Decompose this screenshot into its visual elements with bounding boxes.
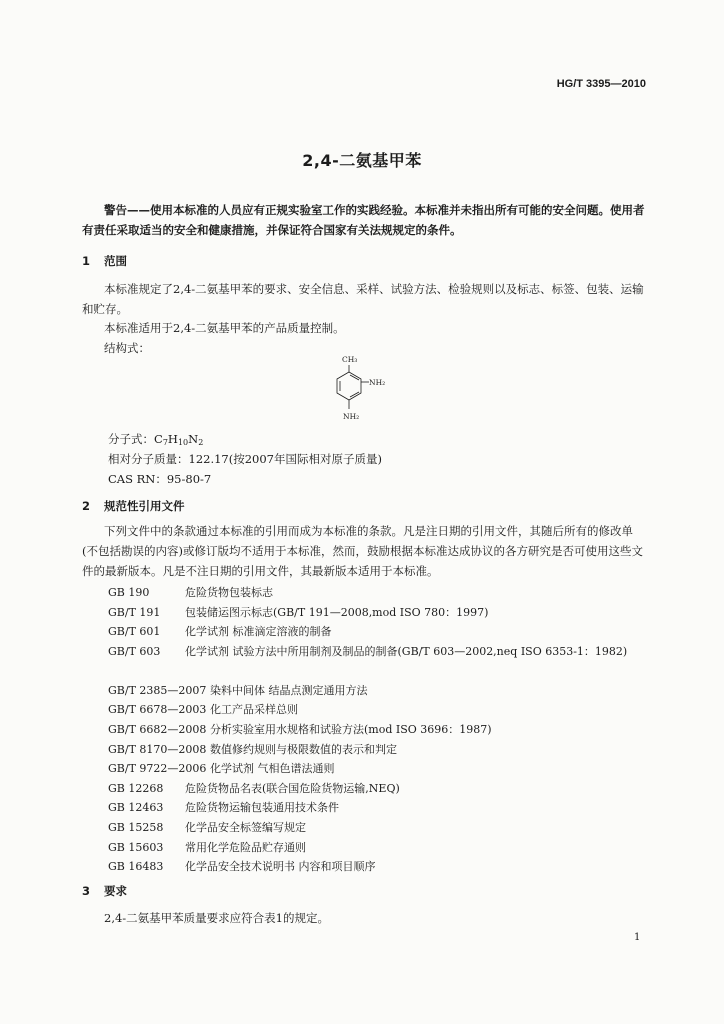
scope-applicability: 本标准适用于2,4-二氨基甲苯的产品质量控制。 [104,321,345,335]
formula-element: N [188,432,199,446]
amino-group-label: NH₂ [343,412,360,421]
formula-element: H [167,432,178,446]
structure-label: 结构式： [104,341,150,355]
section-2-heading [82,498,185,514]
reference-item [82,779,652,799]
formula-element: C [154,432,163,446]
reference-item [82,838,652,858]
standard-code: HG/T 3395—2010 [556,78,646,90]
reference-code: GB 12268 [108,781,164,795]
reference-code: GB/T 2385—2007 [108,683,207,697]
reference-code: GB/T 9722—2006 [108,762,207,776]
reference-item [82,622,652,642]
benzene-ring [337,372,361,400]
reference-title: 染料中间体 结晶点测定通用方法 [210,683,368,697]
section-number: 2 [82,499,91,513]
reference-code: GB/T 6678—2003 [108,703,207,717]
reference-item [82,759,652,779]
reference-code: GB 12463 [108,801,164,815]
warning-text: 警告——使用本标准的人员应有正规实验室工作的实践经验。本标准并未指出所有可能的安全问题。使用者有责任采取适当的安全和健康措施，并保证符合国家有关法规规定的条件。 [82,203,645,237]
reference-item [82,681,652,701]
normative-intro: 下列文件中的条款通过本标准的引用而成为本标准的条款。凡是注日期的引用文件，其随后所有的修改单(不包括勘误的内容)或修订版均不适用于本标准，然而，鼓励根据本标准达成协议的各方研究是否可使用这些文件的最新版本。凡是不注日期的引用文件，其最新版本适用于本标准。 [82,524,643,578]
reference-title: 数值修约规则与极限数值的表示和判定 [210,742,397,756]
amino-group-label: NH₂ [369,378,386,387]
reference-item [82,583,652,603]
formula-subscript: 7 [162,438,168,447]
reference-item [82,818,652,838]
molecular-mass: 相对分子质量：122.17(按2007年国际相对原子质量) [108,452,382,466]
reference-title: 化学试剂 试验方法中所用制剂及制品的制备(GB/T 603—2002,neq ISO 6353-1：1982) [185,644,628,658]
reference-code: GB 15258 [108,820,164,834]
structural-formula [328,353,398,425]
reference-title: 化学品安全技术说明书 内容和项目顺序 [185,860,376,874]
reference-item [82,740,652,760]
reference-title: 化学试剂 标准滴定溶液的制备 [185,625,332,639]
reference-item [82,642,652,681]
section-title: 规范性引用文件 [104,499,185,513]
reference-title: 分析实验室用水规格和试验方法(mod ISO 3696：1987) [210,722,492,736]
reference-title: 危险货物包装标志 [185,586,273,599]
reference-code: GB/T 8170—2008 [108,742,207,756]
reference-list [82,583,652,877]
reference-code: GB 190 [108,586,150,599]
reference-item [82,700,652,720]
cas-number: CAS RN：95-80-7 [108,472,212,486]
molecular-formula [108,431,203,447]
requirements-text: 2,4-二氨基甲苯质量要求应符合表1的规定。 [104,911,329,925]
page-number: 1 [634,932,641,943]
reference-title: 包装储运图示标志(GB/T 191—2008,mod ISO 780：1997) [185,605,489,619]
reference-title: 常用化学危险品贮存通则 [185,840,306,854]
reference-item [82,603,652,623]
reference-code: GB/T 601 [108,625,161,639]
reference-code: GB/T 191 [108,605,161,619]
section-1-heading [82,253,127,269]
reference-title: 危险货物运输包装通用技术条件 [185,801,339,815]
formula-subscript: 10 [177,438,189,447]
reference-code: GB 16483 [108,860,164,874]
reference-code: GB 15603 [108,840,164,854]
reference-item [82,798,652,818]
section-number: 1 [82,254,91,268]
scope-paragraph: 本标准规定了2,4-二氨基甲苯的要求、安全信息、采样、试验方法、检验规则以及标志、标签、包装、运输和贮存。 [82,282,644,316]
section-number: 3 [82,884,91,898]
formula-subscript: 2 [198,438,204,447]
reference-code: GB/T 603 [108,644,161,658]
section-3-heading [82,883,127,899]
reference-title: 化学品安全标签编写规定 [185,820,306,834]
reference-item [82,857,652,877]
formula-label: 分子式： [108,432,154,446]
reference-code: GB/T 6682—2008 [108,722,207,736]
reference-item [82,720,652,740]
section-title: 范围 [104,254,127,268]
reference-title: 化学试剂 气相色谱法通则 [210,762,335,776]
reference-title: 危险货物品名表(联合国危险货物运输,NEQ) [185,781,400,795]
methyl-group-label: CH₃ [342,355,358,364]
reference-title: 化工产品采样总则 [210,703,298,717]
document-title: 2,4-二氨基甲苯 [302,151,422,170]
section-title: 要求 [104,884,127,898]
